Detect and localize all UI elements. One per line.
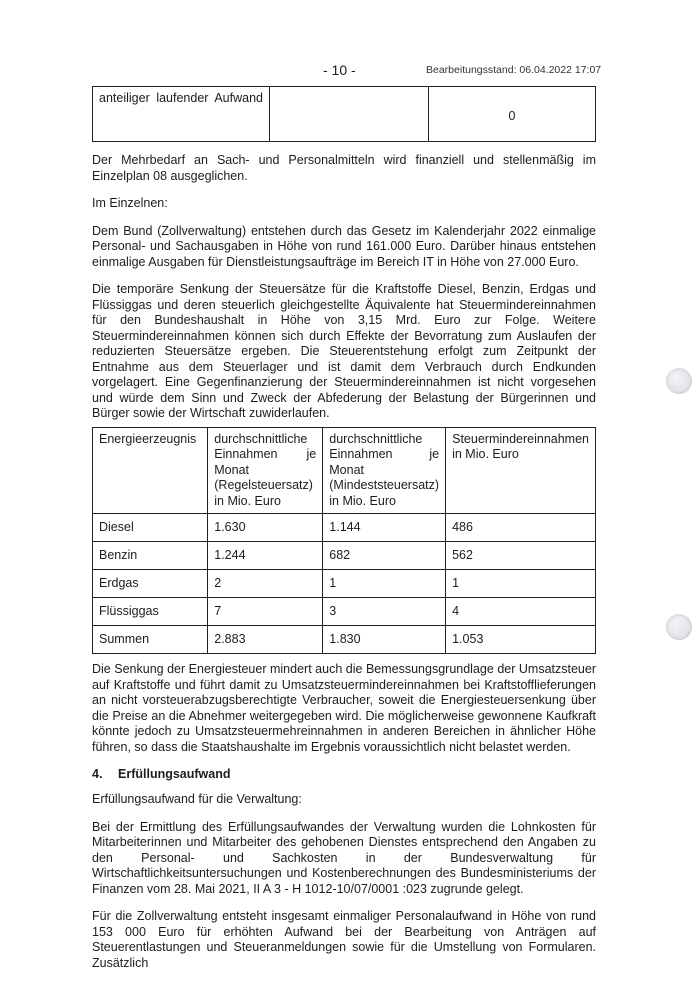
table-cell: 562 [446, 542, 596, 570]
table-cell: Erdgas [93, 570, 208, 598]
punch-hole-top [666, 368, 692, 394]
table-row [93, 542, 596, 570]
table-cell: 1.244 [208, 542, 323, 570]
punch-hole-bottom [666, 614, 692, 640]
table-cell: 1.053 [446, 626, 596, 654]
table-cell: 682 [323, 542, 446, 570]
table-cell: 4 [446, 598, 596, 626]
cost-value-cell: 0 [429, 87, 596, 142]
page-number: - 10 - [323, 62, 356, 78]
energy-tax-table [92, 427, 596, 655]
table-cell: 7 [208, 598, 323, 626]
cost-label-cell: anteiliger laufender Aufwand [93, 87, 270, 142]
cost-blank-cell [270, 87, 429, 142]
table-cell: 2.883 [208, 626, 323, 654]
table-row [93, 570, 596, 598]
table-cell: 1.830 [323, 626, 446, 654]
section-title: Erfüllungsaufwand [118, 767, 231, 781]
table-header-cell: Energieerzeugnis [93, 427, 208, 514]
paragraph: Die temporäre Senkung der Steuersätze für die Kraftstoffe Diesel, Benzin, Erdgas und Flüssiggas und deren steuerlich gleichgestellte Äquivalente hat Steuermindereinnahmen für den Bundeshaushalt in Höhe von 3,15 Mrd. Euro zur Folge. Weitere Steuermindereinnahmen können sich durch Effekte der Bevorratung zum Auslaufen der reduzierten Steuersätze ergeben. Die Steuerentstehung erfolgt zum Zeitpunkt der Entnahme aus dem Steuerlager und ist damit dem Verbrauch durch Endkunden vorgelagert. Eine Gegenfinanzierung der Steuermindereinnahmen ist nicht vorgesehen und würde dem Sinn und Zweck der Abfederung der Belastung der Bürgerinnen und Bürger sowie der Wirtschaft zuwiderlaufen. [92, 282, 596, 420]
table-cell: Diesel [93, 514, 208, 542]
table-cell: 2 [208, 570, 323, 598]
page-header [0, 62, 700, 80]
section-number: 4. [92, 767, 103, 781]
paragraph: Bei der Ermittlung des Erfüllungsaufwandes der Verwaltung wurden die Lohnkosten für Mitarbeiterinnen und Mitarbeiter des gehobenen Dienstes entsprechend den Angaben zu den Personal- und Sachkosten in der Bundesverwaltung für Wirtschaftlichkeitsuntersuchungen und Kostenberechnungen des Bundesministeriums der Finanzen vom 28. Mai 2021, II A 3 - H 1012-10/07/0001 :023 zugrunde gelegt. [92, 819, 596, 896]
table-row [93, 514, 596, 542]
cost-table [92, 86, 596, 142]
table-header-cell: durchschnittliche Einnahmen je Monat (Regelsteuersatz) in Mio. Euro [208, 427, 323, 514]
table-cell: Summen [93, 626, 208, 654]
table-cell: 486 [446, 514, 596, 542]
table-cell: 3 [323, 598, 446, 626]
table-header-cell: durchschnittliche Einnahmen je Monat (Mindeststeuersatz) in Mio. Euro [323, 427, 446, 514]
edit-status: Bearbeitungsstand: 06.04.2022 17:07 [426, 64, 602, 76]
table-row [93, 87, 596, 142]
table-cell: 1 [446, 570, 596, 598]
table-cell: Benzin [93, 542, 208, 570]
table-cell: 1.630 [208, 514, 323, 542]
table-cell: 1.144 [323, 514, 446, 542]
paragraph: Der Mehrbedarf an Sach- und Personalmitteln wird finanziell und stellenmäßig im Einzelplan 08 ausgeglichen. [92, 153, 596, 183]
paragraph: Die Senkung der Energiesteuer mindert auch die Bemessungsgrundlage der Umsatzsteuer auf Kraftstoffe und führt damit zu Umsatzsteuermindereinnahmen bei Kraftstofflieferungen an nicht vorsteuerabzugsberechtigte Verbraucher, soweit die Energiesteuersenkung über die Preise an die Abnehmer weitergegeben wird. Die möglicherweise gewonnene Kaufkraft könnte jedoch zu Umsatzsteuermehreinnahmen in anderen Bereichen in ähnlicher Höhe führen, so dass die Staatshaushalte im Ergebnis voraussichtlich nicht belastet werden. [92, 662, 596, 754]
table-cell: 1 [323, 570, 446, 598]
paragraph: Im Einzelnen: [92, 196, 168, 210]
paragraph: Für die Zollverwaltung entsteht insgesamt einmaliger Personalaufwand in Höhe von rund 153 000 Euro für erhöhten Aufwand bei der Bearbeitung von Anträgen auf Steuerentlastungen und Steueranmeldungen sowie für die Umstellung von Formularen. Zusätzlich [92, 909, 596, 970]
table-header-row [93, 427, 596, 514]
paragraph: Dem Bund (Zollverwaltung) entstehen durch das Gesetz im Kalenderjahr 2022 einmalige Personal- und Sachausgaben in Höhe von rund 161.000 Euro. Darüber hinaus entstehen einmalige Ausgaben für Dienstleistungsaufträge im Bereich IT in Höhe von 27.000 Euro. [92, 223, 596, 269]
table-row [93, 598, 596, 626]
table-cell: Flüssiggas [93, 598, 208, 626]
page-content [92, 86, 596, 971]
paragraph: Erfüllungsaufwand für die Verwaltung: [92, 792, 302, 806]
table-row [93, 626, 596, 654]
section-heading [92, 767, 596, 781]
table-header-cell: Steuermindereinnahmen in Mio. Euro [446, 427, 596, 514]
